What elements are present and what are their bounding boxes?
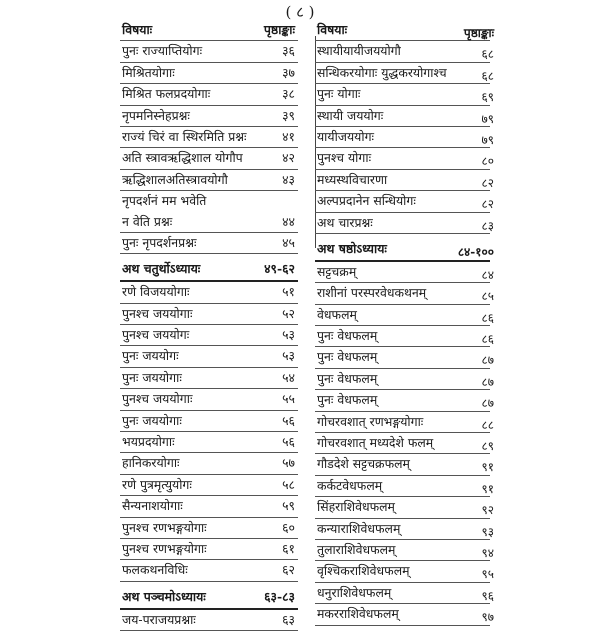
toc-entry [120, 325, 298, 346]
toc-entry [315, 63, 494, 84]
page-ref: ६१ [282, 540, 295, 556]
toc-entry [315, 262, 494, 283]
entry-title: स्थायीयायीजययोगौ [317, 43, 401, 59]
toc-entry [315, 305, 494, 326]
toc-entry [120, 41, 298, 62]
entry-title: पुनः वेधफलम् [317, 349, 378, 365]
page-ref: ६० [282, 519, 295, 535]
toc-entry [315, 369, 494, 390]
page-ref: ६२ [282, 562, 295, 578]
toc-entry [315, 191, 494, 212]
entry-title: फलकथनविधिः [122, 562, 188, 578]
page-ref: ४२ [282, 150, 295, 166]
chapter-heading [120, 585, 298, 610]
toc-entry [315, 106, 494, 127]
page-ref: ६३ [282, 611, 295, 627]
page-ref: ९२ [481, 503, 494, 518]
page-ref: ८७ [481, 353, 494, 368]
page-ref: ५१ [282, 284, 295, 300]
entry-title: रणे पुत्रमृत्युयोगः [122, 476, 192, 492]
entry-title: सन्धिकरयोगाः युद्धकरयोगाश्च [317, 64, 447, 80]
entry-title: पुनश्च रणभङ्गयोगाः [122, 540, 207, 556]
entry-title: अल्पप्रदानेन सन्धियोगः [317, 193, 416, 209]
entry-title: सट्टचक्रम् [317, 263, 357, 279]
column-header [120, 20, 298, 41]
entry-title: पुनश्च जययोगाः [122, 391, 193, 407]
page-ref: ५७ [282, 455, 295, 471]
entry-title: पुनश्च योगाः [317, 150, 372, 166]
toc-entry [120, 346, 298, 367]
toc-entry [120, 304, 298, 325]
page-ref: ८३ [481, 218, 494, 233]
toc-entry [315, 433, 494, 454]
entry-title: धनुराशिवेधफलम् [317, 584, 392, 600]
toc-entry [315, 412, 494, 433]
toc-entry [120, 212, 298, 233]
toc-entry [315, 390, 494, 411]
entry-title: वेधफलम् [317, 306, 357, 322]
page-ref: ९३ [481, 524, 494, 539]
entry-title: अथ षष्ठोऽध्यायः [317, 240, 387, 256]
toc-entry [315, 213, 494, 234]
page-ref: ४३ [282, 171, 295, 187]
page-ref: ३९ [282, 107, 295, 123]
toc-entry [120, 170, 298, 191]
page-ref: ८७ [481, 396, 494, 411]
column-header [315, 20, 494, 41]
entry-title: अथ चतुर्थोऽध्यायः [122, 261, 201, 277]
entry-title: पुनः योगाः [317, 86, 361, 102]
page-ref: ७९ [481, 132, 494, 147]
entry-title: जय-पराजयप्रश्नाः [122, 611, 196, 627]
toc-entry [315, 170, 494, 191]
entry-title: सैन्यनाशयोगाः [122, 498, 183, 514]
page-ref: ५५ [282, 391, 295, 407]
page-ref: ४१ [282, 128, 295, 144]
entry-title: पुनः जययोगाः [122, 369, 182, 385]
toc-entry [315, 283, 494, 304]
toc-entry [120, 432, 298, 453]
page-ref: ९१ [481, 481, 494, 496]
page-ref: ३८ [282, 86, 295, 102]
entry-title: पुनश्च जययोगः [122, 327, 190, 343]
entry-title: पुनः नृपदर्शनप्रश्नः [122, 234, 197, 250]
entry-title: पुनः वेधफलम् [317, 328, 378, 344]
toc-entry [315, 454, 494, 475]
entry-title: रणे विजययोगाः [122, 284, 190, 300]
entry-title: तुलाराशिवेधफलम् [317, 541, 396, 557]
toc-entry [120, 560, 298, 581]
entry-title: मिश्रितयोगाः [122, 64, 175, 80]
entry-title: विषयाः [317, 22, 348, 37]
toc-entry [120, 389, 298, 410]
entry-title: पुनः वेधफलम् [317, 392, 378, 408]
page-ref: ५८ [282, 476, 295, 492]
page-ref: ७९ [481, 111, 494, 126]
toc-entry [120, 84, 298, 105]
page-ref: ४९-६२ [264, 261, 295, 277]
entry-title: पुनः जययोगः [122, 348, 179, 364]
toc-entry [315, 148, 494, 169]
entry-title: सिंहराशिवेधफलम् [317, 499, 395, 515]
page-ref: ८६ [481, 310, 494, 325]
page-ref: ८४-१०० [457, 244, 494, 259]
page-ref: ५९ [282, 498, 295, 514]
entry-title: हानिकरयोगाः [122, 455, 180, 471]
page-ref: ८२ [481, 175, 494, 190]
page-ref: ८५ [481, 289, 494, 304]
toc-entry [315, 519, 494, 540]
page-ref: ८६ [481, 332, 494, 347]
page-ref: ५४ [282, 369, 295, 385]
page-ref: ८९ [481, 439, 494, 454]
toc-entry [120, 127, 298, 148]
entry-title: अति स्त्रावऋद्धिशाल योगौप [122, 150, 243, 166]
chapter-heading [315, 237, 494, 262]
page-ref: ९४ [481, 545, 494, 560]
toc-entry [120, 233, 298, 254]
toc-entry [120, 106, 298, 127]
toc-entry [120, 475, 298, 496]
page-ref: ९५ [481, 567, 494, 582]
entry-title: कर्कटवेधफलम् [317, 477, 383, 493]
toc-entry [120, 368, 298, 389]
entry-title: वृश्चिकराशिवेधफलम् [317, 563, 410, 579]
toc-entry [120, 63, 298, 84]
toc-entry [315, 604, 494, 625]
entry-title: यायीजययोगः [317, 128, 375, 144]
toc-entry [120, 496, 298, 517]
page-ref: ६८ [481, 47, 494, 62]
entry-title: पुनः राज्याप्तियोगः [122, 43, 203, 59]
entry-title: राज्यं चिरं वा स्थिरमिति प्रश्नः [122, 128, 247, 144]
page-ref: ९६ [481, 588, 494, 603]
contents-column-left [120, 20, 298, 631]
entry-title: गोचरवशात् रणभङ्गयोगाः [317, 413, 424, 429]
toc-entry [120, 148, 298, 169]
toc-entry [120, 539, 298, 560]
page-ref: ८२ [481, 197, 494, 212]
entry-title: अथ पञ्चमोऽध्यायः [122, 588, 206, 604]
toc-entry [315, 41, 494, 62]
page-ref: ६८ [481, 68, 494, 83]
entry-title: नृपदर्शनं मम भवेति [122, 193, 207, 209]
page-ref: ६३-८३ [264, 588, 295, 604]
entry-title: न वेति प्रश्नः [122, 213, 173, 229]
toc-entry [120, 610, 298, 631]
toc-entry [120, 411, 298, 432]
entry-title: पुनश्च जययोगाः [122, 305, 193, 321]
entry-title: विषयाः [122, 22, 153, 37]
entry-title: मकरराशिवेधफलम् [317, 606, 399, 622]
toc-entry [120, 518, 298, 539]
toc-entry [120, 191, 298, 211]
entry-title: गौडदेशे सट्टचक्रफलम् [317, 456, 410, 472]
chapter-heading [120, 257, 298, 282]
toc-entry [315, 84, 494, 105]
page-ref: पृष्ठाङ्काः [263, 22, 295, 37]
entry-title: पुनः जययोगाः [122, 412, 182, 428]
entry-title: ऋद्धिशालअतिस्त्रावयोगौ [122, 171, 228, 187]
page-ref: पृष्ठाङ्काः [463, 26, 494, 40]
page-ref: ८७ [481, 374, 494, 389]
entry-title: मध्यस्थविचारणा [317, 171, 388, 187]
page-ref: ६९ [481, 90, 494, 105]
toc-entry [120, 453, 298, 474]
page-ref: ८० [481, 154, 494, 169]
entry-title: कन्याराशिवेधफलम् [317, 520, 401, 536]
toc-entry [315, 561, 494, 582]
entry-title: पुनः वेधफलम् [317, 370, 378, 386]
page-ref: ९१ [481, 460, 494, 475]
toc-entry [315, 476, 494, 497]
page-ref: ५३ [282, 348, 295, 364]
toc-entry [120, 282, 298, 303]
entry-title: गोचरवशात् मध्यदेशे फलम् [317, 435, 434, 451]
entry-title: अथ चारप्रश्नः [317, 214, 373, 230]
page-ref: ३६ [282, 43, 295, 59]
toc-entry [315, 326, 494, 347]
entry-title: मिश्रित फलप्रदयोगाः [122, 86, 211, 102]
page-ref: ४४ [282, 213, 295, 229]
entry-title: भयप्रदयोगाः [122, 434, 175, 450]
entry-title: राशीनां परस्परवेधकथनम् [317, 285, 427, 301]
toc-entry [315, 127, 494, 148]
page-number: ( ८ ) [285, 3, 315, 21]
toc-entry [315, 347, 494, 368]
page-ref: ५६ [282, 434, 295, 450]
page-ref: ८४ [481, 267, 494, 282]
contents-column-right [315, 20, 494, 626]
toc-entry [315, 540, 494, 561]
page-ref: ५६ [282, 412, 295, 428]
entry-title: पुनश्च रणभङ्गयोगाः [122, 519, 207, 535]
page-ref: ५३ [282, 327, 295, 343]
entry-title: स्थायी जययोगः [317, 107, 384, 123]
page-ref: ४५ [282, 234, 295, 250]
toc-entry [315, 583, 494, 604]
page-ref: ५२ [282, 305, 295, 321]
page-ref: ८८ [481, 417, 494, 432]
page-ref: ३७ [282, 64, 295, 80]
entry-title: नृपमनिस्नेहप्रश्नः [122, 107, 190, 123]
toc-entry [315, 497, 494, 518]
page-ref: ९७ [481, 610, 494, 625]
